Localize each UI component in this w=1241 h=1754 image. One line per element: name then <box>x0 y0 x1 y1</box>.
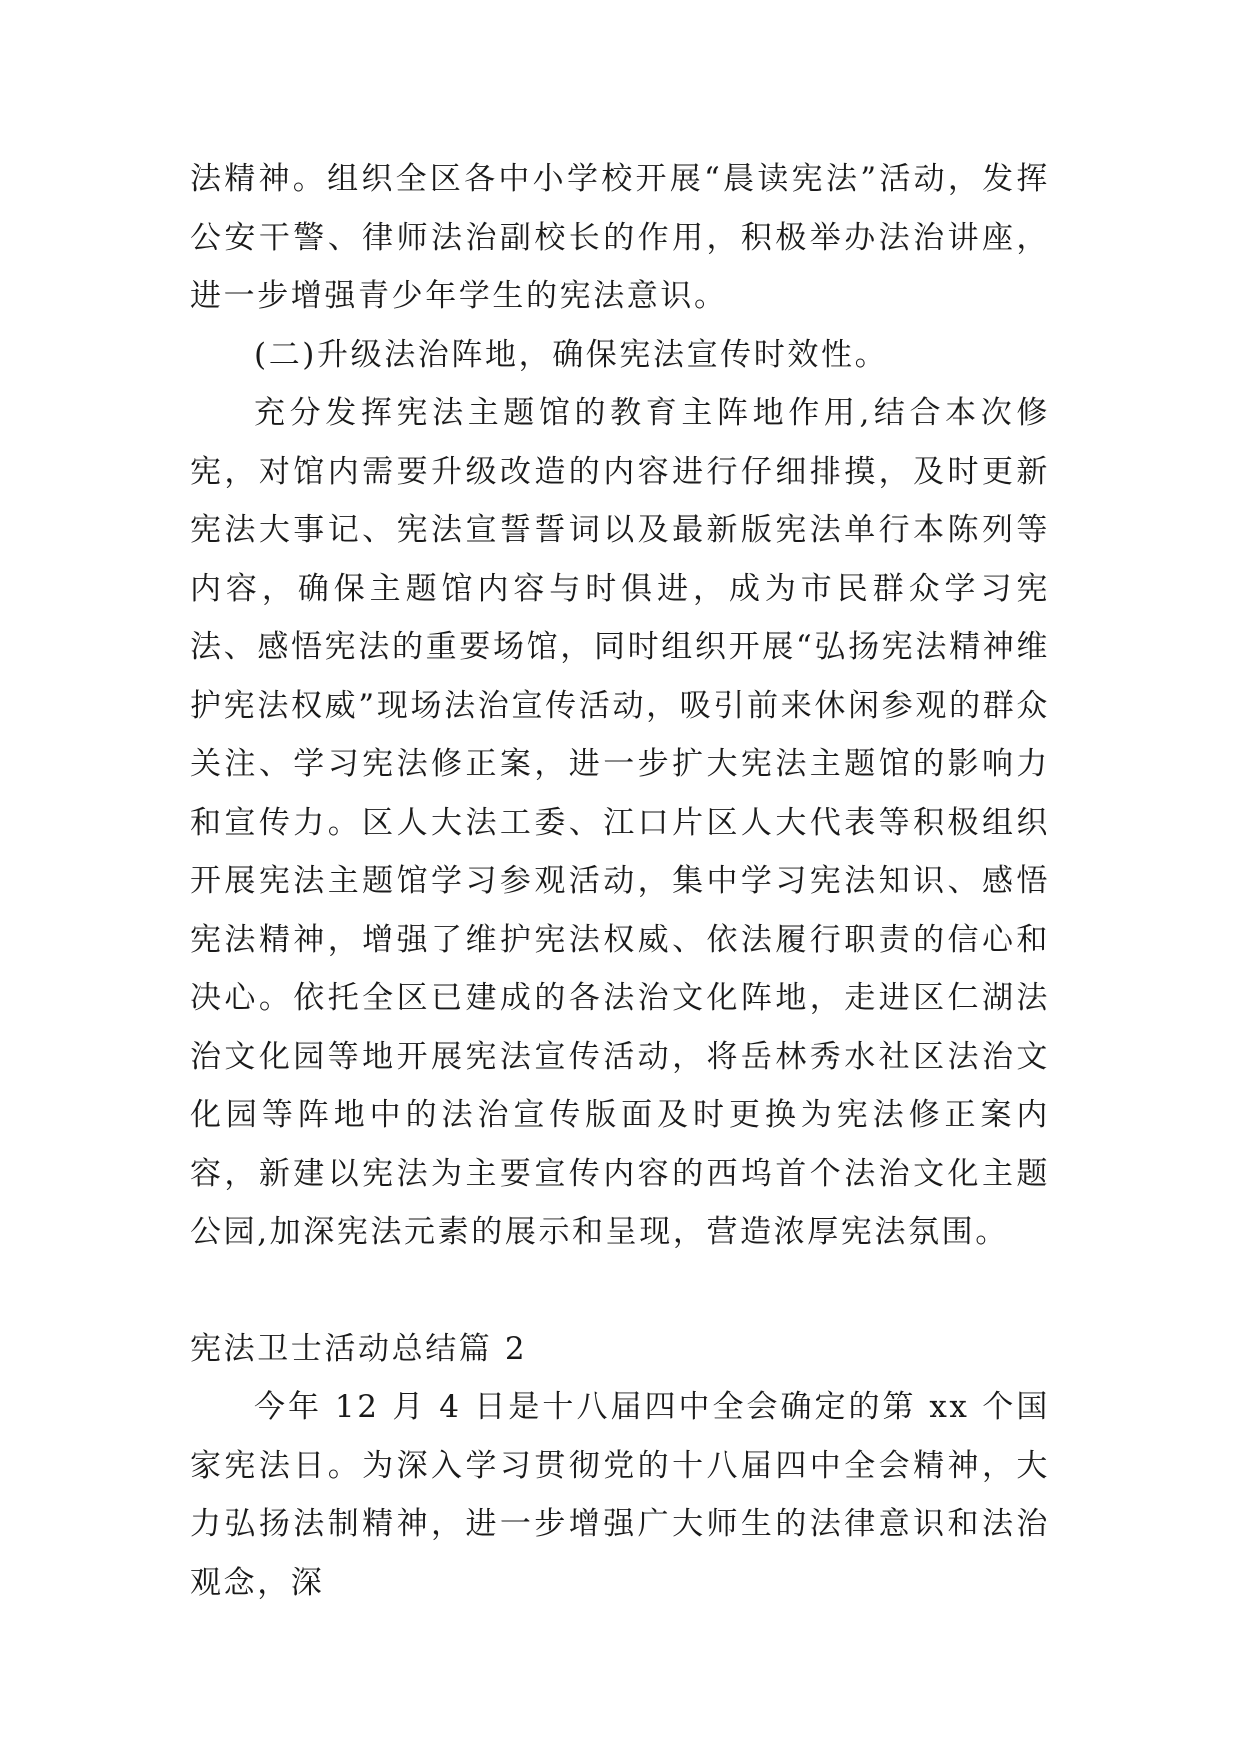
subheading: (二)升级法治阵地，确保宪法宣传时效性。 <box>254 336 889 373</box>
continuation-paragraph: 法精神。组织全区各中小学校开展“晨读宪法”活动，发挥公安干警、律师法治副校长的作用，积极举办法治讲座，进一步增强青少年学生的宪法意识。 <box>190 161 1050 314</box>
section-spacer <box>190 1262 1050 1320</box>
document-page <box>190 150 1050 1612</box>
body-paragraph: 充分发挥宪法主题馆的教育主阵地作用,结合本次修宪，对馆内需要升级改造的内容进行仔细排摸，及时更新宪法大事记、宪法宣誓誓词以及最新版宪法单行本陈列等内容，确保主题馆内容与时俱进，成为市民群众学习宪法、感悟宪法的重要场馆，同时组织开展“弘扬宪法精神维护宪法权威”现场法治宣传活动，吸引前来休闲参观的群众关注、学习宪法修正案，进一步扩大宪法主题馆的影响力和宣传力。区人大法工委、江口片区人大代表等积极组织开展宪法主题馆学习参观活动，集中学习宪法知识、感悟宪法精神，增强了维护宪法权威、依法履行职责的信心和决心。依托全区已建成的各法治文化阵地，走进区仁湖法治文化园等地开展宪法宣传活动，将岳林秀水社区法治文化园等阵地中的法治宣传版面及时更换为宪法修正案内容，新建以宪法为主要宣传内容的西坞首个法治文化主题公园,加深宪法元素的展示和呈现，营造浓厚宪法氛围。 <box>190 395 1050 1250</box>
section-title: 宪法卫士活动总结篇 2 <box>190 1330 528 1367</box>
section-paragraph: 今年 12 月 4 日是十八届四中全会确定的第 xx 个国家宪法日。为深入学习贯彻党的十八届四中全会精神，大力弘扬法制精神，进一步增强广大师生的法律意识和法治观念，深 <box>190 1389 1050 1601</box>
